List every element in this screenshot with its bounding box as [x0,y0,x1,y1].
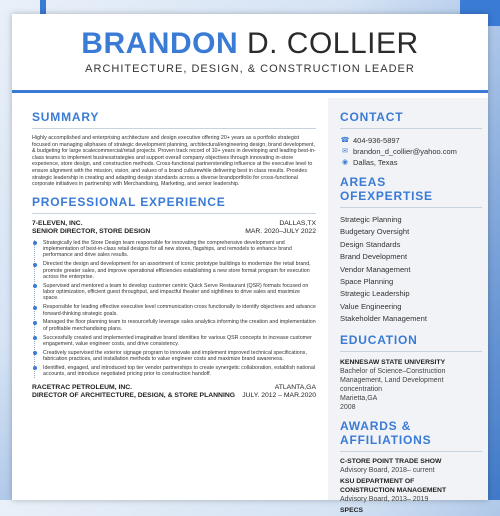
sidebar-column [328,98,488,515]
location-text: Dallas, Texas [353,158,398,167]
list-item: Strategic Planning [340,215,402,224]
section-rule [340,128,482,129]
experience-title: PROFESSIONAL EXPERIENCE [32,194,226,209]
candidate-name [12,28,488,60]
section-rule [32,213,316,214]
contact-title: CONTACT [340,110,404,124]
awards-title: AWARDS & AFFILIATIONS [340,418,432,447]
summary-title: SUMMARY [32,110,100,124]
award-org: KSU DEPARTMENT OF [340,478,415,486]
education-location: Marietta,GA [340,394,378,402]
contact-phone [340,135,482,146]
job-company: RACETRAC PETROLEUM, INC. [32,384,133,392]
job-role: SENIOR DIRECTOR, STORE DESIGN [32,227,151,235]
email-icon: ✉ [342,148,348,155]
list-item: Design Standards [340,239,401,249]
job-company: 7-ELEVEN, INC. [32,219,83,227]
job-bullet: Strategically led the Store Design team responsible for innovating the comprehensive development and implementation of best-in-class retail designs for all new stores, flagships, and remodels to enhance brand performance and drive sales results. [43,240,316,259]
phone-icon: ☎ [340,137,350,144]
section-rule [32,128,316,129]
job-bullet: Directed the design and development for an assortment of iconic prototype buildings to modernize the retail brand, promote greater sales, and improve operational efficiencies establishing a new store format program for execution across the enterprise. [43,261,316,280]
list-item: Space Planning [340,277,394,287]
expertise-list [340,214,482,326]
section-rule [340,207,482,208]
list-item: Brand Development [340,252,408,262]
expertise-title: AREAS OFEXPERTISE [340,175,433,203]
education-title: EDUCATION [340,332,418,347]
education-degree: Bachelor of Science–Construction [340,367,446,375]
education-year: 2008 [340,403,356,411]
job-dates: MAR. 2020–JULY 2022 [245,227,316,235]
contact-location [340,157,482,168]
phone-text: 404-936-5897 [353,136,400,145]
resume-page [12,14,488,515]
header-divider [12,90,488,93]
job-location: ATLANTA,GA [274,384,316,392]
education-degree: Management, Land Development [340,376,444,384]
first-name: BRANDON [81,27,239,60]
list-item: Vendor Management [340,264,411,274]
award-detail: Advisory Board, 2018– current [340,467,435,475]
section-rule [340,351,482,352]
main-column [12,98,328,500]
job-bullet: Supervised and mentored a team to develop customer centric Quick Serve Restaurant (QSR) formats focused on labor optimization, efficient guest throughput, and impactful theater and sightlines to drive sales and maximize space. [43,283,316,302]
top-accent-bar [40,0,46,14]
job-location: DALLAS,TX [279,219,316,227]
job-bullet: Successfully created and implemented imaginative brand identities for various QSR concepts to increase customer engagement, value engineer costs, and drive consistency. [43,335,316,348]
email-text[interactable]: brandon_d_collier@yahoo.com [353,147,457,156]
job-bullets [34,240,316,378]
job-bullet: Managed the floor planning team to resourcefully leverage sales analytics informing the creation and implementation of profitable merchandising plans. [43,319,316,332]
job-entry [32,220,316,378]
education-school: KENNESAW STATE UNIVERSITY [340,358,446,366]
job-bullet: Identified, engaged, and introduced top tier vendor partnerships to create synergetic collaboration, establish national accounts, and introduce negotiated pricing prior to construction handoff. [43,364,316,378]
section-rule [340,451,482,452]
job-role: DIRECTOR OF ARCHITECTURE, DESIGN, & STORE PLANNING [32,392,236,400]
award-org: C-STORE POINT TRADE SHOW [340,457,442,465]
job-bullet: Creatively supervised the exterior signage program to innovate and implement improved technical specifications, fabrication practices, and installation methods to value engineer costs and maximize brand awareness. [43,350,316,363]
last-name: D. COLLIER [246,27,419,60]
job-dates: JULY. 2012 – MAR.2020 [242,392,316,400]
summary-text: Highly accomplished and enterprising architecture and design executive offering 20+ years as a portfolio strategist focused on managing allphases of strategic development planning, architectural/engineering design, brand development, & budgeting for large scalecommercial/retail projects. Proven track record of 10+ years in developing and leading best-in-class teams to implement businesstrategies and support overall company objectives through innovating in-store experience, store design, and construction methods. Cross-functional partnerxtending influence at the executive level to ensure alignment with the mission, vision, and values of a brand culturewhile delivering best in class results. Provides strategic leadership in creating and adapting design standards across a diverse brandportfolio for cross-functional corporate initiatives in partnership with Merchandising, Marketing, and senior leadership. [32,135,316,188]
award-detail: Advisory Board, 2013– 2019 [340,496,429,504]
tagline: ARCHITECTURE, DESIGN, & CONSTRUCTION LEADER [85,63,415,75]
contact-email [340,146,482,157]
list-item: Budgetary Oversight [340,227,410,237]
list-item: Strategic Leadership [340,289,410,299]
award-org: SPECS [340,507,364,515]
list-item: Stakeholder Management [340,314,427,324]
education-degree: concentration [340,385,383,393]
award-org: CONSTRUCTION MANAGEMENT [340,486,447,494]
location-pin-icon: ◉ [341,159,349,166]
list-item: Value Engineering [340,301,402,311]
resume-header [12,28,488,75]
job-bullet: Responsible for leading effective executive level communication cross functionally to identify objectives and advance forward-thinking strategic goals. [43,304,316,317]
job-entry [32,384,316,400]
